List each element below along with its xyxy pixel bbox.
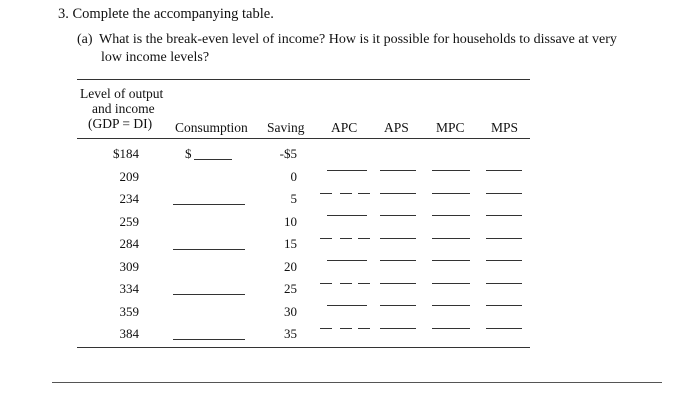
header-aps: APS xyxy=(384,120,409,135)
question-part-a-line1 xyxy=(77,31,682,49)
consumption-blank[interactable] xyxy=(173,204,245,205)
row-output-value: $184 xyxy=(113,146,139,161)
header-saving: Saving xyxy=(267,120,305,135)
apc-blank[interactable] xyxy=(320,238,332,239)
header-mpc: MPC xyxy=(436,120,465,135)
row-saving-value: 25 xyxy=(284,281,297,296)
apc-blank-part[interactable] xyxy=(358,328,370,329)
consumption-blank[interactable] xyxy=(173,249,245,250)
header-output-line3: (GDP = DI) xyxy=(88,116,153,131)
aps-blank[interactable] xyxy=(380,283,416,284)
mpc-blank[interactable] xyxy=(432,238,470,239)
row-saving-value: 35 xyxy=(284,326,297,341)
header-mps: MPS xyxy=(491,120,519,135)
apc-blank-part[interactable] xyxy=(340,328,352,329)
mpc-blank[interactable] xyxy=(432,215,470,216)
row-output-value: 284 xyxy=(119,236,139,251)
table-bottom-rule xyxy=(77,347,530,348)
mpc-blank[interactable] xyxy=(432,193,470,194)
apc-blank[interactable] xyxy=(320,193,332,194)
apc-blank[interactable] xyxy=(327,170,367,171)
row-saving-value: 5 xyxy=(290,191,297,206)
apc-blank-part[interactable] xyxy=(358,193,370,194)
mps-blank[interactable] xyxy=(486,238,522,239)
row-output-value: 309 xyxy=(119,259,139,274)
mps-blank[interactable] xyxy=(486,328,522,329)
row-output-value: 259 xyxy=(119,214,139,229)
apc-blank[interactable] xyxy=(327,305,367,306)
apc-blank-part[interactable] xyxy=(340,193,352,194)
row-saving-value: 20 xyxy=(284,259,297,274)
apc-blank-part[interactable] xyxy=(358,238,370,239)
header-consumption: Consumption xyxy=(175,120,248,135)
mps-blank[interactable] xyxy=(486,260,522,261)
question-part-a xyxy=(77,31,682,67)
apc-blank-part[interactable] xyxy=(340,238,352,239)
part-label: (a) xyxy=(77,32,93,47)
answer-line xyxy=(52,382,662,383)
header-apc: APC xyxy=(331,120,358,135)
row-saving-value: 10 xyxy=(284,214,297,229)
aps-blank[interactable] xyxy=(380,328,416,329)
mpc-blank[interactable] xyxy=(432,305,470,306)
aps-blank[interactable] xyxy=(380,260,416,261)
mps-blank[interactable] xyxy=(486,193,522,194)
row-saving-value: 30 xyxy=(284,304,297,319)
mpc-blank[interactable] xyxy=(432,170,470,171)
table-header-rule xyxy=(77,138,530,139)
consumption-blank[interactable] xyxy=(194,159,232,160)
row-saving-value: -$5 xyxy=(279,146,297,161)
header-output-income xyxy=(80,86,163,131)
row-output-value: 234 xyxy=(119,191,139,206)
row-output-value: 334 xyxy=(119,281,139,296)
aps-blank[interactable] xyxy=(380,170,416,171)
aps-blank[interactable] xyxy=(380,238,416,239)
apc-blank[interactable] xyxy=(327,215,367,216)
aps-blank[interactable] xyxy=(380,215,416,216)
mps-blank[interactable] xyxy=(486,170,522,171)
row-output-value: 209 xyxy=(119,169,139,184)
mps-blank[interactable] xyxy=(486,283,522,284)
aps-blank[interactable] xyxy=(380,305,416,306)
header-output-line1: Level of output xyxy=(80,86,164,101)
table-top-rule xyxy=(77,79,530,80)
consumption-blank[interactable] xyxy=(173,339,245,340)
apc-blank-part[interactable] xyxy=(340,283,352,284)
mpc-blank[interactable] xyxy=(432,260,470,261)
apc-blank[interactable] xyxy=(320,328,332,329)
mpc-blank[interactable] xyxy=(432,328,470,329)
apc-blank[interactable] xyxy=(327,260,367,261)
row-output-value: 359 xyxy=(119,304,139,319)
mps-blank[interactable] xyxy=(486,215,522,216)
consumption-blank[interactable] xyxy=(173,294,245,295)
aps-blank[interactable] xyxy=(380,193,416,194)
question-title: 3. Complete the accompanying table. xyxy=(58,6,274,22)
row-saving-value: 15 xyxy=(284,236,297,251)
row-saving-value: 0 xyxy=(290,169,297,184)
apc-blank[interactable] xyxy=(320,283,332,284)
part-text-line1: What is the break-even level of income? How is it possible for households to dissave at very xyxy=(99,32,617,47)
consumption-prefix: $ xyxy=(185,146,192,161)
mps-blank[interactable] xyxy=(486,305,522,306)
apc-blank-part[interactable] xyxy=(358,283,370,284)
row-output-value: 384 xyxy=(119,326,139,341)
part-text-line2: low income levels? xyxy=(101,50,210,65)
header-output-line2: and income xyxy=(92,101,155,116)
mpc-blank[interactable] xyxy=(432,283,470,284)
